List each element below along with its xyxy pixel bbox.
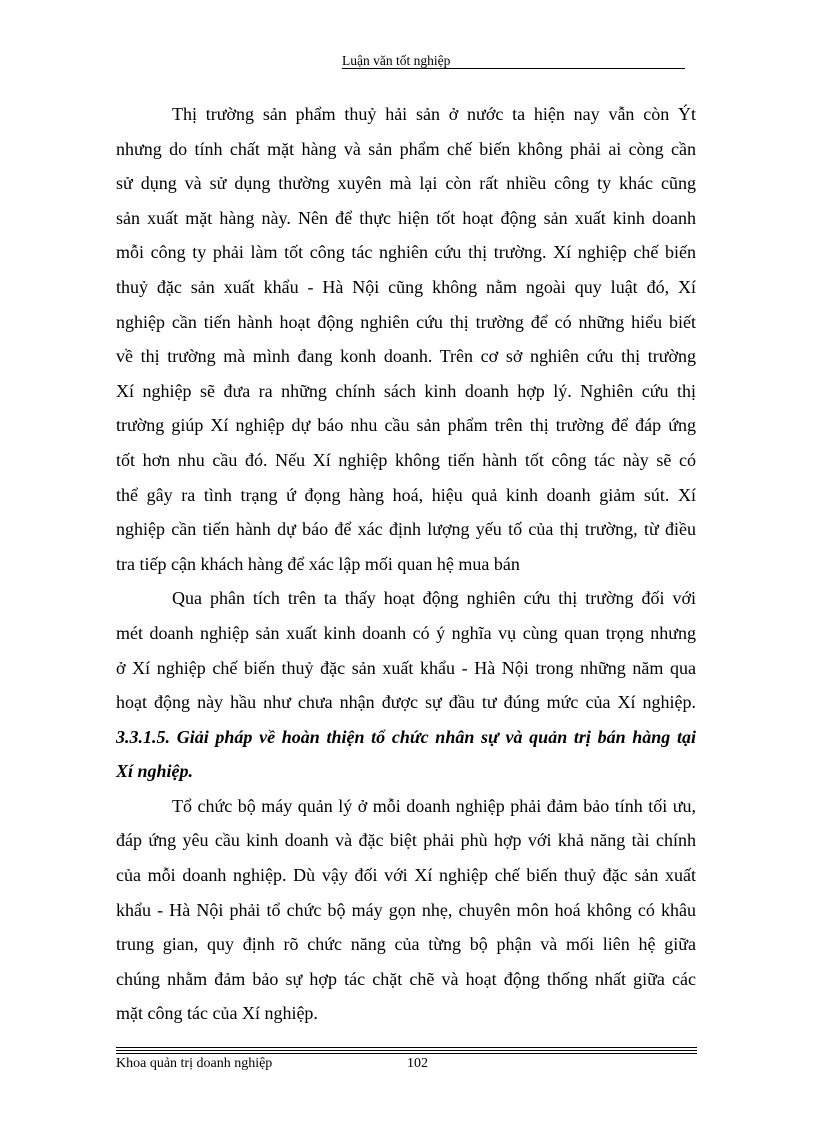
paragraph-3-line: của mỗi doanh nghiệp. Dù vậy đối với Xí nghiệp chế biến thuỷ đặc sản xuất	[116, 865, 696, 886]
footer-rule	[116, 1047, 697, 1048]
section-heading-line: 3.3.1.5. Giải pháp về hoàn thiện tổ chức nhân sự và quản trị bán hàng tại	[116, 726, 696, 747]
paragraph-1-line: Xí nghiệp sẽ đưa ra những chính sách kinh doanh hợp lý. Nghiên cứu thị	[116, 380, 696, 401]
paragraph-3-line: mặt công tác của Xí nghiệp.	[116, 1003, 318, 1024]
paragraph-1-line: thuỷ đặc sản xuất khẩu - Hà Nội cũng không nằm ngoài quy luật đó, Xí	[116, 276, 696, 297]
paragraph-1-line: thể gây ra tình trạng ứ đọng hàng hoá, hiệu quả kinh doanh giảm sút. Xí	[116, 484, 696, 505]
paragraph-1-line: mỗi công ty phải làm tốt công tác nghiên cứu thị trường. Xí nghiệp chế biến	[116, 242, 696, 263]
paragraph-3-line: Tổ chức bộ máy quản lý ở mỗi doanh nghiệp phải đảm bảo tính tối ưu,	[172, 795, 696, 816]
paragraph-2-line: mét doanh nghiệp sản xuất kinh doanh có ý nghĩa vụ cùng quan trọng nhưng	[116, 622, 696, 643]
paragraph-3-line: khẩu - Hà Nội phải tổ chức bộ máy gọn nhẹ, chuyên môn hoá không có khâu	[116, 899, 696, 920]
paragraph-1-line: nghiệp cần tiến hành hoạt động nghiên cứu thị trường để có những hiểu biết	[116, 311, 696, 332]
paragraph-2-line: ở Xí nghiệp chế biến thuỷ đặc sản xuất khẩu - Hà Nội trong những năm qua	[116, 657, 696, 678]
paragraph-1-line: trường giúp Xí nghiệp dự báo nhu cầu sản phẩm trên thị trường để đáp ứng	[116, 415, 696, 436]
body-text	[116, 97, 696, 1031]
section-heading-line: Xí nghiệp.	[116, 761, 194, 782]
paragraph-1-line: Thị trường sản phẩm thuỷ hải sản ở nước ta hiện nay vẫn còn Ýt	[172, 104, 696, 124]
page-number: 102	[407, 1056, 428, 1071]
footer-department: Khoa quản trị doanh nghiệp	[116, 1056, 273, 1071]
paragraph-3-line: chúng nhằm đảm bảo sự hợp tác chặt chẽ và hoạt động thống nhất giữa các	[116, 968, 696, 989]
paragraph-2-line: hoạt động này hầu như chưa nhận được sự đầu tư đúng mức của Xí nghiệp.	[116, 692, 696, 713]
page-header	[342, 53, 685, 70]
paragraph-1-line: nghiệp cần tiến hành dự báo để xác định lượng yếu tố của thị trường, từ điều	[116, 519, 696, 540]
paragraph-3-line: trung gian, quy định rõ chức năng của từng bộ phận và mối liên hệ giữa	[116, 934, 696, 955]
footer-rule	[116, 1050, 697, 1051]
paragraph-2-line: Qua phân tích trên ta thấy hoạt động nghiên cứu thị trường đối với	[172, 588, 696, 609]
paragraph-1-line: sản xuất mặt hàng này. Nên để thực hiện tốt hoạt động sản xuất kinh doanh	[116, 207, 696, 228]
paragraph-1-line: tốt hơn nhu cầu đó. Nếu Xí nghiệp không tiến hành tốt công tác này sẽ có	[116, 449, 696, 470]
header-rule	[342, 68, 685, 69]
paragraph-1-line: tra tiếp cận khách hàng để xác lập mối quan hệ mua bán	[116, 553, 520, 574]
paragraph-3-line: đáp ứng yêu cầu kinh doanh và đặc biệt phải phù hợp với khả năng tài chính	[116, 830, 696, 851]
header-title: Luận văn tốt nghiệp	[342, 53, 451, 68]
paragraph-1-line: sử dụng và sử dụng thường xuyên mà lại còn rất nhiều công ty khác cũng	[116, 173, 696, 194]
footer-rule	[116, 1053, 697, 1054]
paragraph-1-line: về thị trường mà mình đang konh doanh. Trên cơ sở nghiên cứu thị trường	[116, 346, 696, 367]
paragraph-1-line: nhưng do tính chất mặt hàng và sản phẩm chế biến không phải ai còng cần	[116, 138, 696, 159]
